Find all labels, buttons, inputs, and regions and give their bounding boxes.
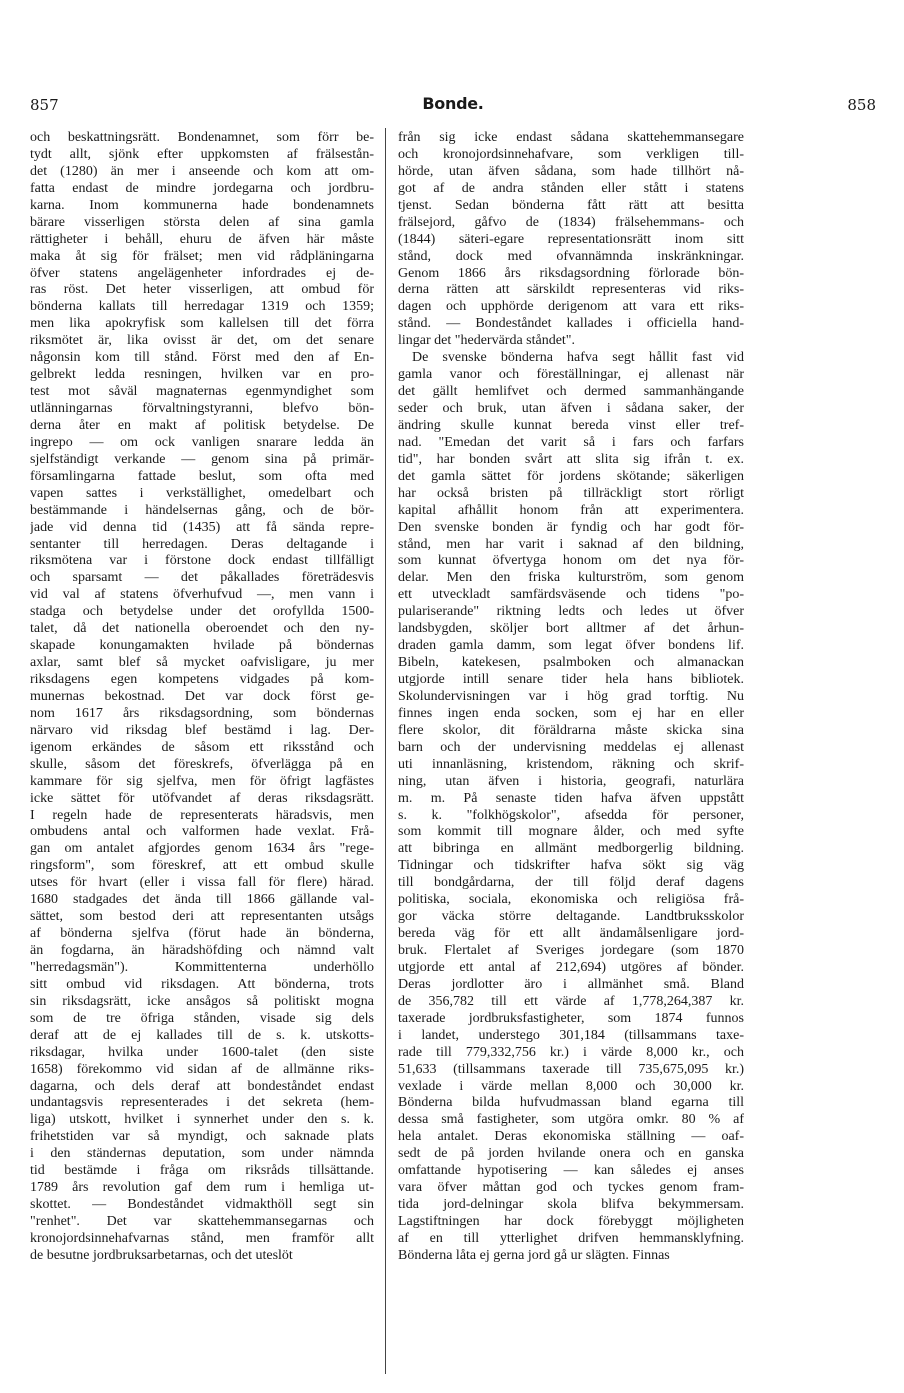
text-line: rättigheter i behåll, ehuru de äfven här måste xyxy=(30,231,374,247)
text-line: dagen och upphörde derigenom att vara ett riks- xyxy=(398,299,744,315)
text-line: "herredagsmän"). Kommittenterna underhöllo xyxy=(30,959,374,975)
text-line: hela antalet. Deras ekonomiska ställning — oaf- xyxy=(398,1129,744,1145)
text-line: s. k. "folkhögskolor", afsedda för personer, xyxy=(398,807,744,823)
text-line: vid val af statens öfverhufvud —, men vann i xyxy=(30,587,374,603)
text-line: ringsform", som föreskref, att ett ombud skulle xyxy=(30,858,374,874)
text-line: draden gamla damm, som legat öfver bondens lif. xyxy=(398,638,744,654)
text-line: Genom 1866 års riksdagsordning förlorade bön- xyxy=(398,265,744,281)
text-line: 1680 stadgades det ända till 1866 gällande val- xyxy=(30,892,374,908)
text-line: skottet. — Bondeståndet vidmakthöll segt sin xyxy=(30,1197,374,1213)
text-line: seder och bruk, utan äfven i sådana saker, der xyxy=(398,401,744,416)
text-line: ombudens antal och valformen hade vexlat. Frå- xyxy=(30,824,374,840)
text-line: Deras jordlotter äro i allmänhet små. Bland xyxy=(398,976,744,992)
text-line: nom 1617 års riksdagsordning, som böndernas xyxy=(30,705,374,721)
text-line: derna rätten att särskildt representeras vid riks- xyxy=(398,282,744,298)
text-line: "renhet". Det var skattehemmansegarnas och xyxy=(30,1214,374,1229)
text-line: det gällt hemlifvet och dermed sammanhängande xyxy=(398,384,744,400)
text-line: m. m. På senaste tiden hafva äfven uppstått xyxy=(398,790,744,806)
text-line: finnes ingen enda socken, som ej har en eller xyxy=(398,705,744,721)
text-line: I regeln hade de representerats häradsvis, men xyxy=(30,807,374,823)
column-divider xyxy=(385,128,386,1374)
text-line: riksdagar, hvilka under 1600-talet (den siste xyxy=(30,1044,374,1060)
text-line: utses för hvart (eller i vissa fall för flere) härad. xyxy=(30,875,374,891)
text-line: pulariserande" riktning ledts och ledes ut öfver xyxy=(398,604,744,620)
text-line: närvaro vid riksdag blef bestämd i lag. Der- xyxy=(30,722,374,738)
text-line: undantagsvis representerades i det sekreta (hem- xyxy=(30,1095,374,1111)
text-line: tid bestämde i fråga om riksråds tillsättande. xyxy=(30,1163,374,1179)
text-line: talet, då det nationella oberoendet och den ny- xyxy=(30,621,374,637)
text-line: 1789 års revolution gaf dem rum i hemliga ut- xyxy=(30,1180,374,1196)
text-line: som kommit till mognare ålder, och med syfte xyxy=(398,824,744,840)
text-line: (1844) säteri-egare representationsrätt inom sitt xyxy=(398,231,744,247)
text-line: skulle, såsom det föreskrefs, öfverlägga på en xyxy=(30,756,374,772)
text-line: riksmötena var i förstone dock endast tillfälligt xyxy=(30,553,374,569)
text-line: landsbygden, sköljer bort alltmer af det århun- xyxy=(398,621,744,637)
text-line: fatta endast de mindre jordegarna och jordbru- xyxy=(30,180,374,196)
text-line: gamla vanor och föreställningar, ej allenast när xyxy=(398,367,744,383)
text-line: kammare för sig sjelfva, men för öfrigt lagfästes xyxy=(30,773,374,789)
text-line: sitt ombud vid riksdagen. Att bönderna, trots xyxy=(30,976,374,992)
text-line: Skolundervisningen var i hög grad torftig. Nu xyxy=(398,688,744,704)
text-line: Bönderna bilda hufvudmassan bland egarna till xyxy=(398,1095,744,1111)
text-line: got af de andra stånden eller stått i statens xyxy=(398,180,744,196)
text-line: af en till ytterlighet drifven hemmansklyfning. xyxy=(398,1230,744,1246)
text-line: hörde, utan äfven sådana, som hade tillhört nå- xyxy=(398,163,744,179)
text-line: skapade konungamakten hvilade på böndernas xyxy=(30,638,374,654)
text-line: Tidningar och tidskrifter hafva sökt sig väg xyxy=(398,858,744,874)
text-line: vexlade i värde mellan 8,000 och 30,000 kr. xyxy=(398,1078,744,1094)
text-line: de 356,782 till ett värde af 1,778,264,387 kr. xyxy=(398,993,744,1009)
text-line: liga) utskott, hvilket i synnerhet under den s. k. xyxy=(30,1112,374,1128)
text-line: ras röst. Det heter visserligen, att ombud för xyxy=(30,282,374,298)
left-text-column xyxy=(30,130,374,1265)
text-line: af bönderna sjelfva (förut hade än bönderna, xyxy=(30,926,374,942)
text-line: tid", har bonden svårt att slita sig ifrån t. ex. xyxy=(398,451,744,467)
text-line: bestämmande i händelsernas gång, och de bör- xyxy=(30,502,374,518)
text-line: bönderna kallats till herredagar 1319 och 1359; xyxy=(30,299,374,315)
text-line: som kunnat öfvertyga honom om det nya för- xyxy=(398,553,744,569)
text-line: utgjorde intill senare tider hela hans bibliotek. xyxy=(398,672,744,687)
text-line: bruk. Flertalet af Sveriges jordegare (som 1870 xyxy=(398,943,744,958)
text-line: rade till 779,332,756 kr.) i värde 8,000 kr., och xyxy=(398,1044,744,1060)
text-line: igenom erkändes de såsom ett riksstånd och xyxy=(30,739,374,755)
text-line: frihetstiden var så myndigt, och saknade plats xyxy=(30,1129,374,1145)
text-line: det gamla sättet för jordens skötande; säkerligen xyxy=(398,468,744,484)
text-line: bereda väg för ett allt ändamålsenligare jord- xyxy=(398,926,744,942)
text-line: 1658) förekommo vid sidan af de allmänne riks- xyxy=(30,1061,374,1077)
text-line: ingrepo — om ock vanligen snarare ledda än xyxy=(30,434,374,450)
text-line: Bönderna låta ej gerna jord gå ur slägten. Finnas xyxy=(398,1247,670,1263)
page-number-left: 857 xyxy=(30,96,59,114)
text-line: Bibeln, katekesen, psalmboken och almanackan xyxy=(398,655,744,671)
text-line: dessa små fastigheter, som utgöra omkr. 80 % af xyxy=(398,1112,744,1128)
text-line: församlingarna fattade beslut, som ofta med xyxy=(30,468,374,484)
text-line: i den ständernas deputation, som under nämnda xyxy=(30,1146,374,1162)
text-line: tjenst. Sedan bönderna fått rätt att besitta xyxy=(398,197,744,213)
text-line: sentanter till herredagen. Deras deltagande i xyxy=(30,536,374,552)
text-line: vara öfver måttan god och tyckes genom fram- xyxy=(398,1180,744,1196)
text-line: sjelfständigt verkande — genom sina på primär- xyxy=(30,451,374,467)
text-line: sin riksdagsrätt, icke ansågos så politiskt mogna xyxy=(30,993,374,1009)
text-line: har också bristen på tillräckligt stort rörligt xyxy=(398,485,744,501)
text-line: karna. Inom kommunerna hade bondenamnets xyxy=(30,197,374,213)
text-line: som de tre öfriga stånden, visade sig dels xyxy=(30,1010,374,1026)
text-line: politiska, sociala, ekonomiska och religiösa frå- xyxy=(398,892,744,908)
text-line: tida jord-delningar skola blifva bekymmersam. xyxy=(398,1197,744,1213)
text-line: ett utveckladt samfärdsväsende och tidens "po- xyxy=(398,587,744,603)
text-line: och kronojordsinnehafvare, som verkligen till- xyxy=(398,146,744,162)
text-line: kronojordsinnehafvarnas stånd, men framför allt xyxy=(30,1230,374,1246)
text-line: det (1280) än mer i anseende och kom att om- xyxy=(30,163,374,179)
text-line: Lagstiftningen har dock förebyggt möjligheten xyxy=(398,1214,744,1229)
text-line: frälsejord, gåfvo de (1834) frälsehemmans- och xyxy=(398,214,744,230)
text-line: öfver statens angelägenheter infordrades ej de- xyxy=(30,265,374,281)
text-line: De svenske bönderna hafva segt hållit fast vid xyxy=(412,350,744,366)
page-number-right: 858 xyxy=(847,96,876,114)
text-line: omfattande hypotisering — kan således ej anses xyxy=(398,1163,744,1179)
text-line: icke sättet för utöfvandet af deras riksdagsrätt. xyxy=(30,790,374,806)
text-line: delar. Men den friska kulturström, som genom xyxy=(398,570,744,586)
text-line: 51,633 (tillsammans taxerade till 735,675,095 kr.) xyxy=(398,1061,744,1077)
text-line: stånd. — Bondeståndet kallades i officiella hand- xyxy=(398,316,744,332)
text-line: riksmötet är, lika ovisst är det, om det senare xyxy=(30,333,374,349)
text-line: kapital afhållit honom från att experimentera. xyxy=(398,502,744,518)
text-line: stånd, men har varit i saknad af den bildning, xyxy=(398,536,744,552)
text-line: stadga och betydelse under det orofyllda 1500- xyxy=(30,604,374,620)
text-line: än fogdarna, än häradshöfding och nämnd valt xyxy=(30,943,374,958)
running-title: Bonde. xyxy=(422,94,484,113)
text-line: deraf att de ej kallades till de s. k. utskotts- xyxy=(30,1027,374,1043)
text-line: munernas bekostnad. Det var dock först ge- xyxy=(30,688,374,704)
right-text-column xyxy=(398,130,744,1265)
text-line: uti innanläsning, kristendom, räkning och skrif- xyxy=(398,756,744,772)
text-line: jade vid denna tid (1435) att få sända repre- xyxy=(30,519,374,535)
text-line: bärare visserligen största delen af sina gamla xyxy=(30,214,374,230)
text-line: maka åt sig för frälset; men vid rådpläningarna xyxy=(30,248,374,264)
text-line: i landet, understego 301,184 (tillsammans taxe- xyxy=(398,1027,744,1043)
text-line: tydt allt, sjönk efter uppkomsten af frälsestån- xyxy=(30,146,374,162)
text-line: flere skolor, dit föräldrarna måste skicka sina xyxy=(398,722,744,738)
text-line: riksdagens egen kompetens vidgades på kom- xyxy=(30,672,374,687)
text-line: vapen sattes i verkställighet, omedelbart och xyxy=(30,485,374,501)
text-line: till bondgårdarna, der till följd deraf dagens xyxy=(398,875,744,891)
text-line: test mot såväl magnaternas egenmyndighet som xyxy=(30,384,374,400)
text-line: utlänningarnas förvaltningstyranni, blefvo bön- xyxy=(30,401,374,416)
text-line: från sig icke endast sådana skattehemmansegare xyxy=(398,130,744,145)
text-line: axlar, samt blef så mycket oafvisligare, ju mer xyxy=(30,655,374,671)
text-line: och beskattningsrätt. Bondenamnet, som förr be- xyxy=(30,130,374,145)
page-header xyxy=(30,92,876,118)
text-line: gan om antalet afgjordes genom 1634 års "rege- xyxy=(30,841,374,857)
text-line: att bibringa en allmänt medborgerlig bildning. xyxy=(398,841,744,857)
text-line: derna åter en makt af politisk betydelse. De xyxy=(30,417,374,433)
text-line: och sparsamt — det påkallades företrädesvis xyxy=(30,570,374,586)
text-line: taxerade jordbruksfastigheter, som 1874 funnos xyxy=(398,1010,744,1026)
text-line: gelbrekt ledda resningen, hvilken var en pro- xyxy=(30,367,374,383)
text-line: ändring skulle kunnat bereda vinst eller tref- xyxy=(398,417,744,433)
text-line: stånd, dock med ofvannämnda inskränkningar. xyxy=(398,248,744,264)
text-line: någonsin kom till stånd. Först med den af En- xyxy=(30,350,374,366)
text-line: de besutne jordbruksarbetarnas, och det uteslöt xyxy=(30,1247,293,1263)
text-line: gor väcka större deltagande. Landtbruksskolor xyxy=(398,909,744,925)
text-line: men lika apokryfisk som kallelsen till det förra xyxy=(30,316,374,332)
text-line: lingar det "hedervärda ståndet". xyxy=(398,333,576,349)
text-line: dagarna, och dels deraf att bondeståndet endast xyxy=(30,1078,374,1094)
text-line: nad. "Emedan det varit så i fars och farfars xyxy=(398,434,744,450)
text-line: ning, utan äfven i historia, geografi, naturlära xyxy=(398,773,744,789)
text-line: Den svenske bonden är fyndig och har godt för- xyxy=(398,519,744,535)
text-line: barn och der undervisning meddelas ej allenast xyxy=(398,739,744,755)
text-line: sedt de på jorden hvilande onera och en ganska xyxy=(398,1146,744,1162)
text-line: sättet, som bestod deri att representanten utsågs xyxy=(30,909,374,925)
text-line: utgjorde ett antal af 212,694) utgöres af bönder. xyxy=(398,959,744,975)
